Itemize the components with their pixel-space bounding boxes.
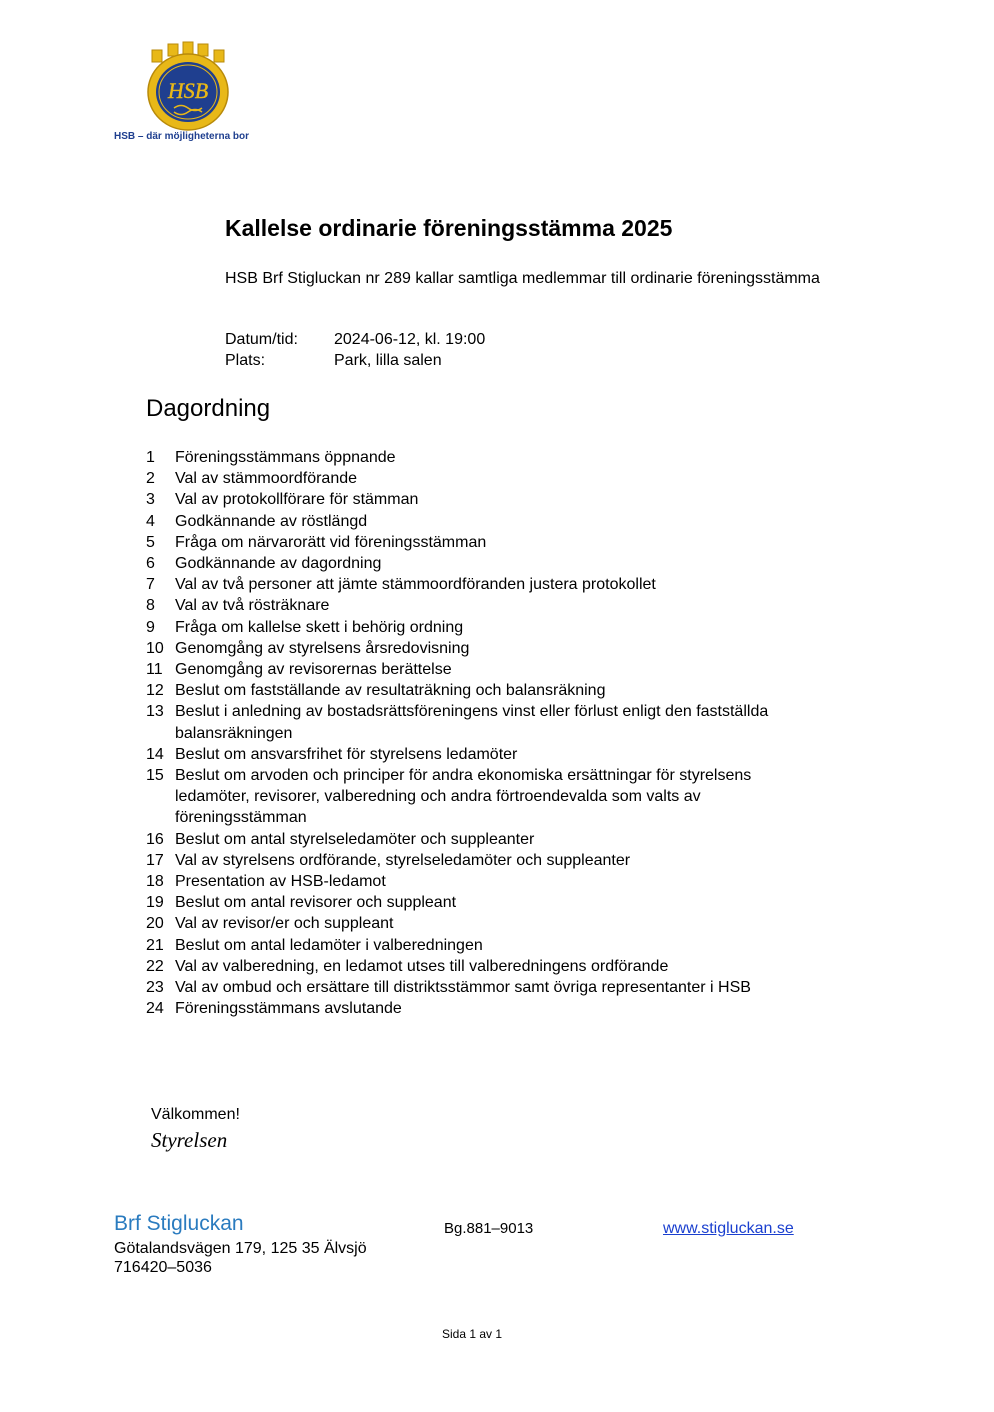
info-label: Datum/tid: bbox=[225, 331, 298, 348]
agenda-item-text: Beslut om ansvarsfrihet för styrelsens ledamöter bbox=[175, 745, 518, 763]
agenda-item-text: Val av stämmoordförande bbox=[175, 470, 358, 488]
agenda-item bbox=[146, 829, 826, 850]
agenda-item bbox=[146, 659, 826, 680]
footer-org-name: Brf Stigluckan bbox=[114, 1212, 244, 1235]
agenda-item-text: Val av två personer att jämte stämmoordföranden justera protokollet bbox=[175, 576, 656, 594]
agenda-item bbox=[146, 532, 826, 553]
agenda-item bbox=[146, 574, 826, 595]
agenda-item-number: 23 bbox=[146, 979, 164, 997]
agenda-item bbox=[146, 595, 826, 616]
agenda-item-text: Beslut om antal styrelseledamöter och suppleanter bbox=[175, 830, 535, 848]
agenda-item bbox=[146, 850, 826, 871]
agenda-item-text: Val av styrelsens ordförande, styrelseledamöter och suppleanter bbox=[175, 851, 631, 869]
info-row-place bbox=[225, 352, 442, 370]
footer-bankgiro: Bg.881–9013 bbox=[444, 1220, 534, 1237]
info-label: Plats: bbox=[225, 352, 266, 369]
agenda-heading: Dagordning bbox=[146, 395, 271, 422]
agenda-item-text: Genomgång av styrelsens årsredovisning bbox=[175, 639, 470, 657]
agenda-item-text: Föreningsstämmans öppnande bbox=[175, 449, 396, 466]
agenda-item bbox=[146, 468, 826, 489]
footer-website-link[interactable]: www.stigluckan.se bbox=[663, 1220, 794, 1237]
agenda-item bbox=[146, 998, 826, 1019]
agenda-item-text: Val av valberedning, en ledamot utses till valberedningens ordförande bbox=[175, 957, 669, 975]
agenda-item-number: 3 bbox=[146, 491, 155, 509]
agenda-item-number: 13 bbox=[146, 703, 164, 721]
agenda-item bbox=[146, 617, 826, 638]
agenda-item-text: Val av två rösträknare bbox=[175, 597, 330, 615]
agenda-item bbox=[146, 489, 826, 510]
agenda-item bbox=[146, 680, 826, 701]
agenda-item-number: 12 bbox=[146, 682, 164, 700]
agenda-item-text: Beslut om antal revisorer och suppleant bbox=[175, 894, 457, 912]
agenda-item-text: Beslut i anledning av bostadsrättsföreningens vinst eller förlust enligt den fastställda balansräkningen bbox=[175, 703, 769, 742]
agenda-item-number: 22 bbox=[146, 957, 164, 975]
agenda-item-number: 17 bbox=[146, 851, 164, 869]
agenda-item-number: 18 bbox=[146, 873, 164, 891]
page-title: Kallelse ordinarie föreningsstämma 2025 bbox=[225, 215, 673, 241]
page-number: Sida 1 av 1 bbox=[441, 1327, 503, 1341]
agenda-item-text: Fråga om kallelse skett i behörig ordning bbox=[175, 618, 464, 636]
agenda-item-number: 5 bbox=[146, 533, 155, 551]
agenda-item-text: Val av protokollförare för stämman bbox=[175, 491, 419, 509]
agenda-item-text: Beslut om antal ledamöter i valberedningen bbox=[175, 936, 483, 954]
info-value: Park, lilla salen bbox=[334, 352, 442, 369]
agenda-item-number: 1 bbox=[146, 449, 155, 466]
agenda-item bbox=[146, 892, 826, 913]
agenda-item bbox=[146, 913, 826, 934]
logo-tagline: HSB – där möjligheterna bor bbox=[114, 131, 250, 142]
agenda-item bbox=[146, 447, 826, 468]
agenda-item-number: 20 bbox=[146, 915, 164, 933]
agenda-item-number: 4 bbox=[146, 512, 155, 530]
agenda-item bbox=[146, 935, 826, 956]
agenda-item-number: 14 bbox=[146, 745, 164, 763]
intro-text: HSB Brf Stigluckan nr 289 kallar samtliga medlemmar till ordinarie föreningsstämma bbox=[225, 270, 820, 287]
agenda-item bbox=[146, 701, 826, 743]
agenda-item-text: Val av revisor/er och suppleant bbox=[175, 915, 394, 933]
agenda-item bbox=[146, 638, 826, 659]
agenda-item-number: 16 bbox=[146, 830, 164, 848]
agenda-item bbox=[146, 511, 826, 532]
welcome-text: Välkommen! bbox=[151, 1106, 240, 1123]
agenda-item bbox=[146, 956, 826, 977]
agenda-item-text: Genomgång av revisorernas berättelse bbox=[175, 661, 452, 679]
agenda-item bbox=[146, 553, 826, 574]
agenda-item-number: 10 bbox=[146, 639, 164, 657]
agenda-item-number: 19 bbox=[146, 894, 164, 912]
agenda-item-text: Godkännande av dagordning bbox=[175, 555, 382, 573]
agenda-item-text: Föreningsstämmans avslutande bbox=[175, 1000, 402, 1018]
agenda-item-number: 21 bbox=[146, 936, 164, 954]
info-value: 2024-06-12, kl. 19:00 bbox=[334, 331, 486, 348]
agenda-item-text: Val av ombud och ersättare till distriktsstämmor samt övriga representanter i HSB bbox=[175, 979, 751, 997]
svg-text:HSB: HSB bbox=[167, 78, 209, 103]
hsb-emblem-icon bbox=[138, 40, 238, 132]
agenda-item bbox=[146, 977, 826, 998]
agenda-item-number: 24 bbox=[146, 1000, 164, 1018]
footer-org-number: 716420–5036 bbox=[114, 1259, 212, 1276]
agenda-item-number: 8 bbox=[146, 597, 155, 615]
agenda-item-number: 9 bbox=[146, 618, 155, 636]
agenda-item-number: 2 bbox=[146, 470, 155, 488]
agenda-list bbox=[146, 447, 826, 1019]
agenda-item-number: 11 bbox=[146, 661, 163, 679]
agenda-item-text: Beslut om fastställande av resultaträkning och balansräkning bbox=[175, 682, 606, 700]
agenda-item-number: 7 bbox=[146, 576, 155, 594]
agenda-item-number: 15 bbox=[146, 767, 164, 785]
agenda-item-text: Fråga om närvarorätt vid föreningsstämman bbox=[175, 533, 487, 551]
agenda-item-text: Beslut om arvoden och principer för andra ekonomiska ersättningar för styrelsens ledamöter, revisorer, valberedning och andra förtroendevalda som valts av föreningsstämman bbox=[175, 767, 752, 827]
info-row-datetime bbox=[225, 331, 485, 349]
agenda-item-number: 6 bbox=[146, 555, 155, 573]
signature: Styrelsen bbox=[151, 1128, 228, 1152]
agenda-item bbox=[146, 744, 826, 765]
agenda-item-text: Presentation av HSB-ledamot bbox=[175, 873, 386, 891]
agenda-item-text: Godkännande av röstlängd bbox=[175, 512, 368, 530]
agenda-item bbox=[146, 765, 826, 829]
agenda-item bbox=[146, 871, 826, 892]
footer-address: Götalandsvägen 179, 125 35 Älvsjö bbox=[114, 1240, 367, 1257]
